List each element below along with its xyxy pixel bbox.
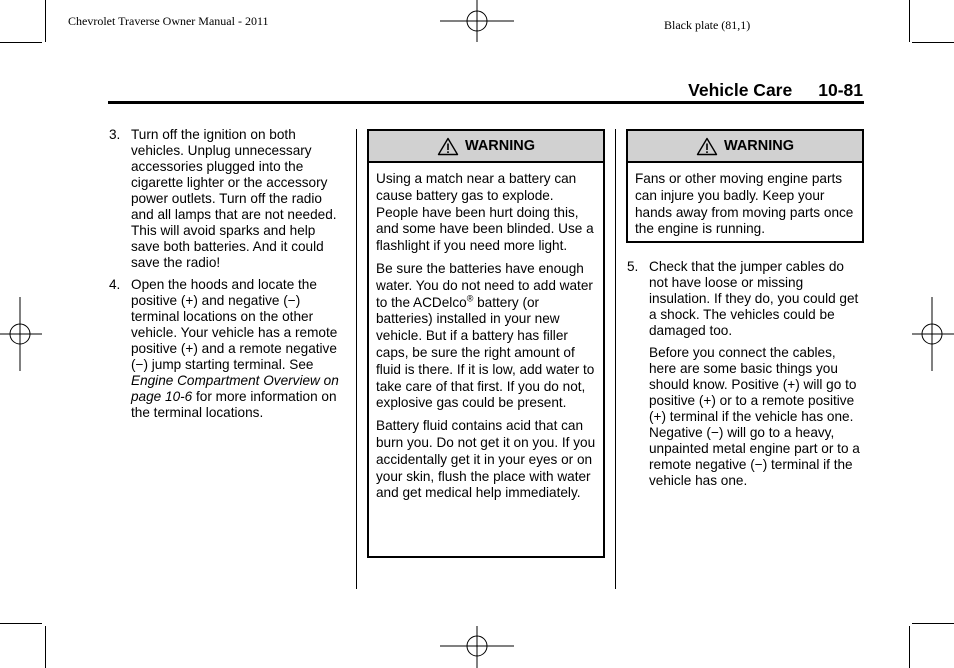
step-3	[109, 127, 347, 271]
warning-text-part: Be sure the batteries have enough water. You do not need to add water to the ACDelco	[376, 260, 593, 310]
step-text	[131, 277, 347, 421]
registration-mark-icon	[440, 0, 514, 42]
crop-mark	[909, 626, 910, 668]
step-text: Before you connect the cables, here are some basic things you should know. Positive (+) will go to positive (+) or to a remote positive (+) terminal if the vehicle has one. Negative (−) will go to a heavy, unpainted metal engine part or to a remote negative (−) terminal if the vehicle has one.	[649, 345, 860, 488]
warning-header	[369, 131, 603, 163]
step-number: 5.	[627, 259, 639, 274]
warning-paragraph	[376, 261, 597, 412]
header-rule	[108, 101, 864, 104]
column-1	[109, 127, 347, 427]
warning-paragraph: Using a match near a battery can cause battery gas to explode. People have been hurt doing this, and some have been blinded. Use a flashlight if you need more light.	[376, 171, 594, 254]
registration-mark-icon	[440, 626, 514, 668]
column-3	[627, 259, 865, 495]
warning-paragraph: Battery fluid contains acid that can burn you. Do not get it on you. If you accidentally get it in your eyes or on your skin, flush the place with water and get medical help immediately.	[376, 418, 596, 501]
warning-text-part: battery (or batteries) installed in your new vehicle. But if a battery has filler caps, be sure the right amount of fluid is there. If it is low, add water to take care of that first. If you do not, explosive gas could be present.	[376, 294, 595, 411]
crop-mark	[45, 0, 46, 42]
warning-box	[367, 129, 605, 558]
warning-body	[369, 163, 603, 512]
page-number: 10-81	[818, 80, 863, 100]
registration-mark-icon	[0, 297, 42, 371]
column-divider	[615, 129, 616, 589]
section-title: Vehicle Care	[688, 80, 793, 100]
warning-triangle-icon	[696, 137, 718, 156]
step-text: Check that the jumper cables do not have loose or missing insulation. If they do, you could get a shock. The vehicles could be damaged too.	[649, 259, 859, 338]
warning-body	[628, 163, 862, 248]
step-4	[109, 277, 347, 421]
page-header	[688, 80, 863, 101]
warning-paragraph: Fans or other moving engine parts can injure you badly. Keep your hands away from moving parts once the engine is running.	[635, 171, 854, 237]
step-text-part: Open the hoods and locate the positive (+) and negative (−) terminal locations on the other vehicle. Your vehicle has a remote positive (+) and a remote negative (−) jump starting terminal. See	[131, 277, 338, 372]
crop-mark	[909, 0, 910, 42]
step-number: 4.	[109, 277, 121, 292]
step-text-part: for more information on the terminal locations.	[131, 389, 337, 420]
warning-triangle-icon	[437, 137, 459, 156]
crop-mark	[912, 623, 954, 624]
registration-mark-icon	[912, 297, 954, 371]
warning-title: WARNING	[464, 138, 536, 154]
step-5	[627, 259, 865, 489]
crop-mark	[0, 623, 42, 624]
crop-mark	[0, 42, 42, 43]
registered-mark: ®	[466, 293, 474, 304]
cross-reference-link[interactable]: Engine Compartment Overview on page 10‑6	[131, 373, 339, 404]
plate-number: Black plate (81,1)	[664, 18, 751, 32]
crop-mark	[45, 626, 46, 668]
warning-box	[626, 129, 864, 243]
warning-title: WARNING	[723, 138, 795, 154]
step-number: 3.	[109, 127, 121, 142]
step-text: Turn off the ignition on both vehicles. Unplug unnecessary accessories plugged into the cigarette lighter or the accessory power outlets. Turn off the radio and all lamps that are not needed. This will avoid sparks and help save both batteries. And it could save the radio!	[131, 127, 337, 270]
crop-mark	[912, 42, 954, 43]
column-divider	[356, 129, 357, 589]
plate-title: Chevrolet Traverse Owner Manual - 2011	[68, 14, 269, 28]
warning-header	[628, 131, 862, 163]
